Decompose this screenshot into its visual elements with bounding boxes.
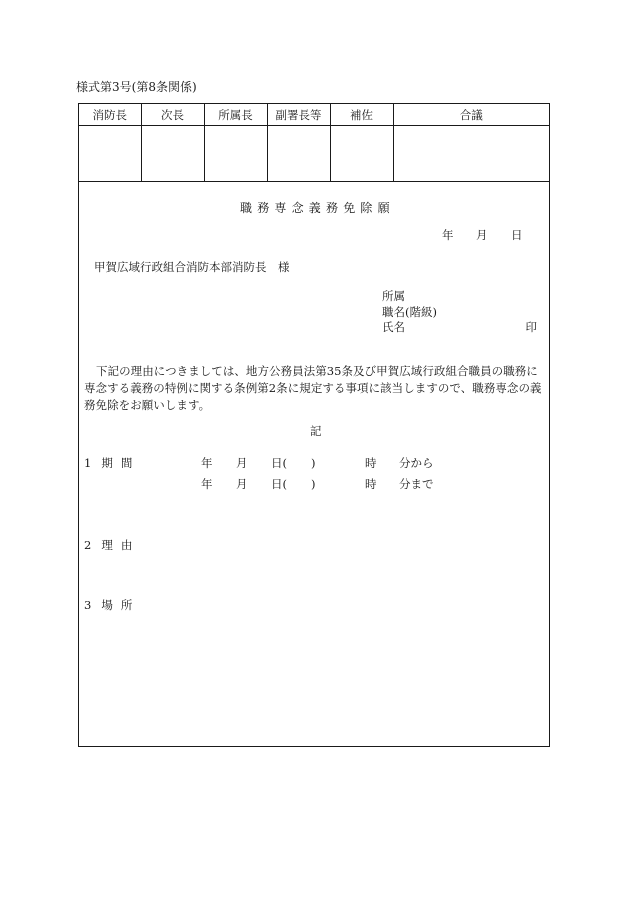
item-reason-number: 2 (84, 538, 92, 552)
period-start-day-close: ) (311, 456, 316, 470)
form-number: 様式第3号(第8条関係) (76, 80, 197, 94)
approval-table (79, 104, 549, 182)
approval-header-vice-chief: 副署長等 (267, 104, 330, 126)
period-start-hour: 時 (365, 456, 377, 470)
date-year-label: 年 (442, 228, 454, 242)
period-end-month: 月 (236, 477, 248, 491)
period-start-month: 月 (236, 456, 248, 470)
affiliation-label: 所属 (382, 289, 405, 303)
seal-label: 印 (525, 320, 537, 334)
item-reason-label (84, 540, 150, 552)
approval-header-fire-chief: 消防長 (79, 104, 141, 126)
period-start-year: 年 (201, 456, 213, 470)
addressee: 甲賀広域行政組合消防本部消防長 様 (94, 260, 290, 274)
item-period-label (84, 458, 150, 470)
period-end-day: 日( (271, 477, 287, 491)
applicant-block (382, 289, 537, 336)
period-end-minute: 分まで (399, 477, 434, 491)
item-period-text: 期間 (101, 456, 141, 470)
date-month-label: 月 (476, 228, 488, 242)
item-period-number: 1 (84, 456, 92, 470)
name-label: 氏名 (382, 320, 405, 334)
stamp-box-consultation[interactable] (393, 126, 549, 182)
item-place-label (84, 600, 150, 612)
document-title: 職務専念義務免除願 (240, 201, 395, 215)
approval-header-deputy-chief: 次長 (141, 104, 204, 126)
item-reason-text: 理由 (101, 538, 141, 552)
period-start-day: 日( (271, 456, 287, 470)
approval-header-consultation: 合議 (393, 104, 549, 126)
name-line (382, 320, 537, 336)
period-start-minute: 分から (399, 456, 434, 470)
ki-label: 記 (310, 424, 322, 438)
request-body-text: 下記の理由につきましては、地方公務員法第35条及び甲賀広域行政組合職員の職務に専念する義務の特例に関する条例第2条に規定する事項に該当しますので、職務専念の義務免除をお願いします。 (84, 364, 542, 412)
stamp-box-fire-chief[interactable] (79, 126, 141, 182)
stamp-box-deputy-chief[interactable] (141, 126, 204, 182)
approval-stamp-row (79, 126, 549, 182)
item-place-text: 場所 (101, 598, 141, 612)
period-end-hour: 時 (365, 477, 377, 491)
date-day-label: 日 (511, 228, 523, 242)
period-end-year: 年 (201, 477, 213, 491)
approval-header-assistant: 補佐 (330, 104, 393, 126)
approval-header-row (79, 104, 549, 126)
stamp-box-section-chief[interactable] (204, 126, 267, 182)
period-end-day-close: ) (311, 477, 316, 491)
stamp-box-assistant[interactable] (330, 126, 393, 182)
stamp-box-vice-chief[interactable] (267, 126, 330, 182)
item-place-number: 3 (84, 598, 92, 612)
date-line (442, 230, 523, 242)
approval-header-section-chief: 所属長 (204, 104, 267, 126)
position-label: 職名(階級) (382, 304, 437, 319)
